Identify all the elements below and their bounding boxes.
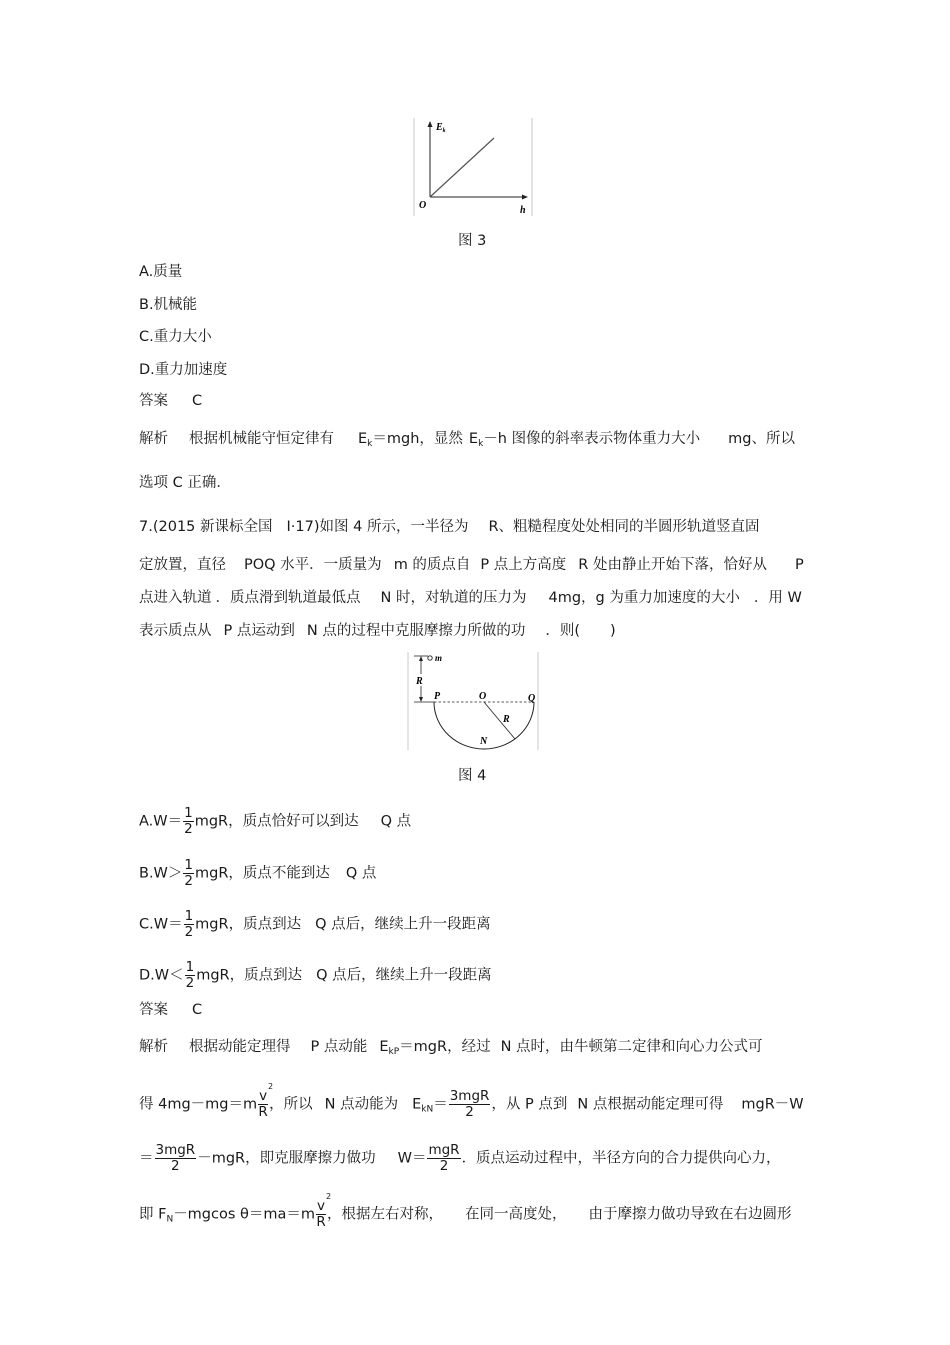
q6-option-d: D.重力加速度 (139, 362, 228, 378)
q7-option-a: A.W＝ $\frac{1}{2}$ mgR，质点恰好可以到达 Q 点 (139, 805, 412, 837)
q6-option-c: C.重力大小 (139, 329, 212, 345)
q7-stem-line-1: 7.(2015 新课标全国 Ⅰ·17)如图 4 所示，一半径为 R、粗糙程度处处相同的半圆形轨道竖直固 (139, 519, 760, 535)
figure-3-graph (410, 115, 538, 220)
q7-analysis-line-1: 解析 根据动能定理得 P 点动能 $E_{kP}=mgR$，经过 N 点时，由牛顿第二定律和向心力公式可 (139, 1039, 763, 1057)
point-q-label: Q (528, 693, 536, 704)
q7-answer: 答案 C (139, 1002, 203, 1018)
q7-analysis-line-3: ＝ $\frac{\text{3mgR}}{2}$ －mgR，即克服摩擦力做功 W＝ $\frac{\text{mgR}}{2}$ ．质点运动过程中，半径方向的合力提供向心力， (139, 1142, 781, 1174)
q6-answer: 答案 C (139, 393, 203, 409)
q7-analysis-line-4: 即 $F_N-mgcos$ θ＝ma＝m v 2 R ，根据左右对称， 在同一高度处， 由于摩擦力做功导致在右边圆形 (139, 1192, 792, 1230)
q7-stem-line-4: 表示质点从 P 点运动到 N 点的过程中克服摩擦力所做的功 ．则( ) (139, 623, 616, 639)
q7-stem-line-2: 定放置，直径 POQ 水平．一质量为 m 的质点自 P 点上方高度 R 处由静止开始下落，恰好从 P (139, 557, 804, 573)
ek-h-line (430, 138, 494, 197)
point-o-label: O (479, 691, 487, 702)
q7-stem-line-3: 点进入轨道 ．质点滑到轨道最低点 N 时，对轨道的压力为 4mg，g 为重力加速度的大小 ．用 W (139, 590, 802, 606)
point-n-label: N (480, 736, 488, 747)
q7-option-b: B.W＞ $\frac{1}{2}$ mgR，质点不能到达 Q 点 (139, 857, 377, 889)
figure-4-caption: 图 4 (458, 768, 487, 784)
origin-label: O (419, 200, 427, 211)
mass-point (428, 656, 432, 660)
radius-line (484, 702, 515, 739)
figure-3-caption: 图 3 (458, 233, 487, 249)
point-p-label: P (434, 691, 441, 702)
q6-option-b: B.机械能 (139, 297, 198, 313)
q7-option-d: D.W＜ $\frac{1}{2}$ mgR，质点到达 Q 点后，继续上升一段距离 (139, 959, 492, 991)
q6-analysis-line-2: 选项 C 正确． (139, 475, 231, 491)
mass-label: m (435, 653, 443, 663)
radius-label: R (503, 714, 510, 725)
x-axis-label: h (520, 205, 526, 216)
q6-option-a: A.质量 (139, 264, 183, 280)
q7-analysis-line-2: 得 4mg－mg＝m v 2 R ，所以 N 点动能为 $E_{kN}=$ $\frac{\text{3mgR}}{2}$ ，从 P 点到 N 点根据动能定理可得 mgR－W (139, 1082, 804, 1120)
y-axis-label: $E_k$ (436, 122, 446, 134)
q6-analysis-line-1: 解析 根据机械能守恒定律有 $E_k=mgh$，显然 $E_k-h$ 图像的斜率表示物体重力大小 mg、所以 (139, 431, 795, 449)
q7-option-c: C.W＝ $\frac{1}{2}$ mgR，质点到达 Q 点后，继续上升一段距离 (139, 908, 491, 940)
height-label: R (416, 676, 423, 687)
figure-4-diagram (404, 650, 544, 752)
